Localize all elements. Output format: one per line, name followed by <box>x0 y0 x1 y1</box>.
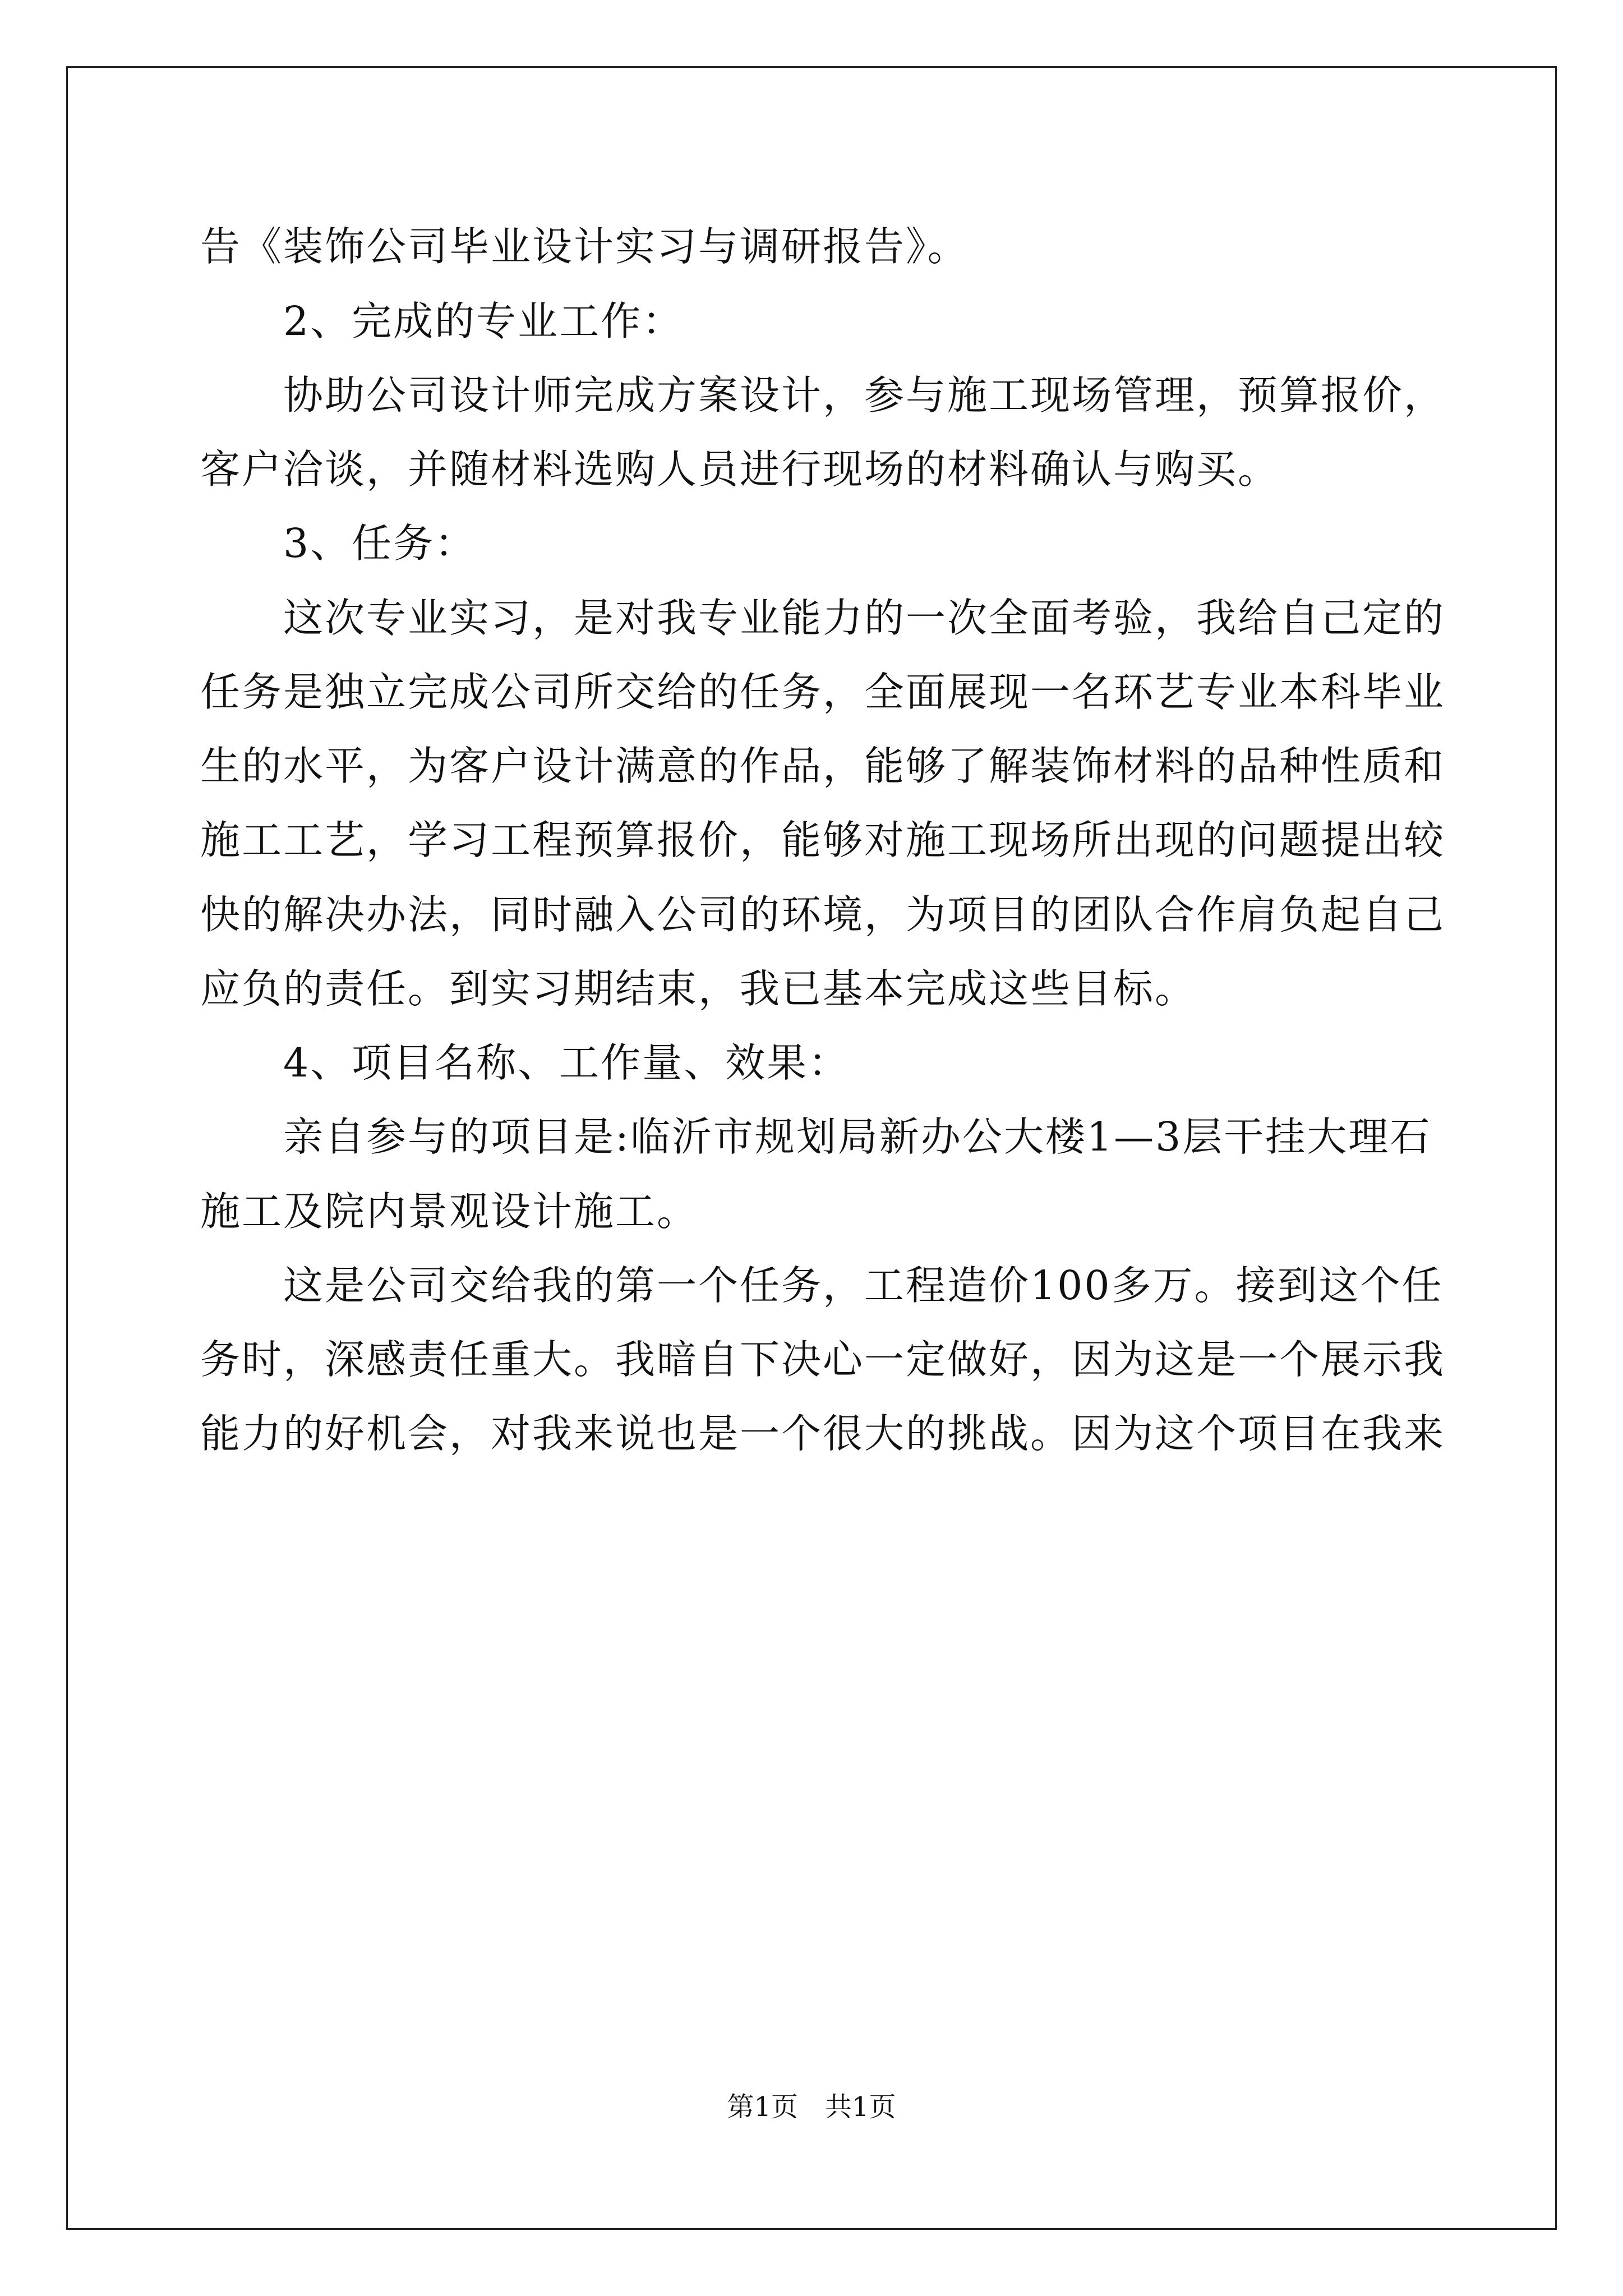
text-line: 2、完成的专业工作： <box>200 298 684 344</box>
text-line: 亲自参与的项目是:临沂市规划局新办公大楼1—3层干挂大理石 <box>200 1114 1432 1160</box>
text-line: 协助公司设计师完成方案设计，参与施工现场管理，预算报价， <box>200 372 1446 418</box>
text-line: 这是公司交给我的第一个任务，工程造价100多万。接到这个任 <box>200 1262 1444 1309</box>
page-number-footer: 第1页 共1页 <box>727 2091 896 2123</box>
text-line: 快的解决办法，同时融入公司的环境，为项目的团队合作肩负起自己 <box>200 891 1446 938</box>
text-line: 生的水平，为客户设计满意的作品，能够了解装饰材料的品种性质和 <box>200 743 1446 789</box>
text-line: 施工及院内景观设计施工。 <box>200 1188 699 1235</box>
text-line: 4、项目名称、工作量、效果： <box>200 1039 850 1086</box>
text-line: 应负的责任。到实习期结束，我已基本完成这些目标。 <box>200 965 1197 1012</box>
text-line: 务时，深感责任重大。我暗自下决心一定做好，因为这是一个展示我 <box>200 1336 1446 1383</box>
text-line: 这次专业实习，是对我专业能力的一次全面考验，我给自己定的 <box>200 595 1446 641</box>
text-line: 能力的好机会，对我来说也是一个很大的挑战。因为这个项目在我来 <box>200 1410 1446 1457</box>
text-line: 客户洽谈，并随材料选购人员进行现场的材料确认与购买。 <box>200 446 1280 493</box>
text-line: 告《装饰公司毕业设计实习与调研报告》。 <box>200 223 969 270</box>
text-line: 任务是独立完成公司所交给的任务，全面展现一名环艺专业本科毕业 <box>200 669 1446 715</box>
text-line: 施工工艺，学习工程预算报价，能够对施工现场所出现的问题提出较 <box>200 817 1446 863</box>
text-line: 3、任务： <box>200 520 477 567</box>
